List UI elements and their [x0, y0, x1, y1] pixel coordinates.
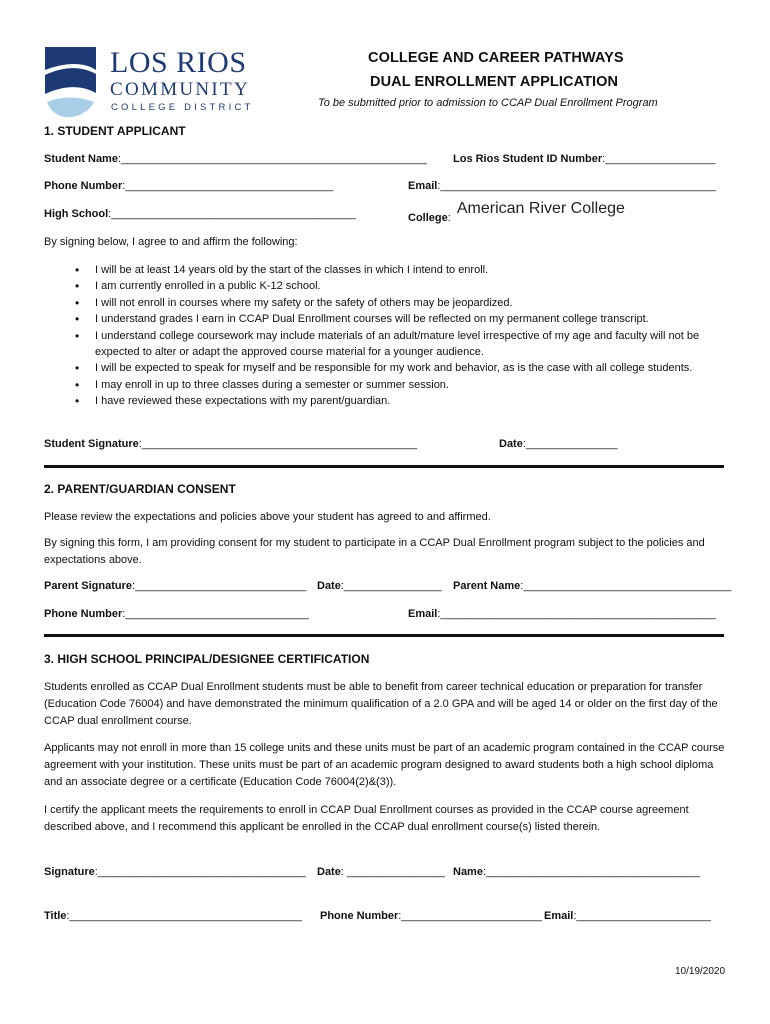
- list-item: • I understand grades I earn in CCAP Dual Enrollment courses will be reflected on my permanent college transcript.: [44, 311, 726, 327]
- student-email-field[interactable]: [408, 180, 716, 192]
- section3-para3: I certify the applicant meets the requirements to enroll in CCAP Dual Enrollment courses as provided in the CCAP course agreement described above, and I recommend this applicant be enrolled in the CCAP dual enrollment course(s) listed therein.: [44, 804, 689, 833]
- logo-line3: COLLEGE DISTRICT: [111, 102, 254, 113]
- section3-para2: Applicants may not enroll in more than 15 college units and these units must be part of an academic program contained in the CCAP course agreement with your institution. These units must be part of an academic program designed to award students both a high school diploma and an associate degree or a certificate (Education Code 76004(2)&(3)).: [44, 742, 725, 788]
- student-id-line: :__________________: [602, 153, 716, 165]
- logo-line2: COMMUNITY: [110, 79, 250, 100]
- list-item: • I will not enroll in courses where my safety or the safety of others may be jeopardized.: [44, 295, 726, 311]
- logo: [44, 44, 259, 120]
- principal-signature-label: Signature: [44, 866, 95, 878]
- principal-title-label: Title: [44, 910, 67, 922]
- parent-name-line: :__________________________________: [520, 580, 732, 592]
- college-value: American River College: [456, 200, 625, 217]
- parent-email-label: Email: [408, 608, 438, 620]
- section1-heading: 1. STUDENT APPLICANT: [44, 124, 186, 138]
- form-title-line2: DUAL ENROLLMENT APPLICATION: [370, 74, 619, 90]
- revision-date: 10/19/2020: [675, 966, 726, 977]
- principal-email-field[interactable]: [544, 910, 711, 922]
- logo-line1: LOS RIOS: [110, 46, 247, 79]
- student-id-label: Los Rios Student ID Number: [453, 153, 603, 165]
- parent-name-field[interactable]: [453, 580, 731, 592]
- student-date-field[interactable]: [499, 438, 618, 450]
- affirm-intro: By signing below, I agree to and affirm the following:: [44, 236, 298, 248]
- principal-phone-field[interactable]: [320, 910, 542, 922]
- principal-phone-label: Phone Number: [320, 910, 399, 922]
- high-school-field[interactable]: [44, 208, 356, 220]
- principal-name-line: :___________________________________: [482, 866, 701, 878]
- principal-date-line: : ________________: [340, 866, 445, 878]
- principal-title-line: :______________________________________: [66, 910, 302, 922]
- high-school-line: :________________________________________: [108, 208, 356, 220]
- los-rios-wave-emblem: [44, 44, 98, 120]
- student-signature-label: Student Signature: [44, 438, 139, 450]
- student-phone-label: Phone Number: [44, 180, 123, 192]
- principal-signature-line: :__________________________________: [94, 866, 306, 878]
- student-signature-field[interactable]: [44, 438, 417, 450]
- student-signature-line: :_____________________________________________: [138, 438, 418, 450]
- section3-para1: Students enrolled as CCAP Dual Enrollment students must be able to benefit from career technical education or preparation for transfer (Education Code 76004) and have demonstrated the minimum qualification of a 2.0 GPA and will be aged 14 or older on the first day of the CCAP dual enrollment course.: [44, 681, 718, 727]
- student-email-line: :_____________________________________________: [437, 180, 716, 192]
- section-divider: [44, 465, 724, 468]
- principal-phone-line: :_______________________: [398, 910, 542, 922]
- list-item: • I will be at least 14 years old by the start of the classes in which I intend to enroll.: [44, 262, 726, 278]
- student-date-label: Date: [499, 438, 523, 450]
- parent-phone-line: :______________________________: [122, 608, 309, 620]
- parent-date-line: :________________: [340, 580, 442, 592]
- student-name-line: :__________________________________________________: [117, 153, 427, 165]
- list-item: • I am currently enrolled in a public K-12 school.: [44, 278, 726, 294]
- parent-signature-line: :____________________________: [132, 580, 307, 592]
- affirmation-list: [44, 262, 726, 410]
- parent-name-label: Parent Name: [453, 580, 521, 592]
- form-title-line1: COLLEGE AND CAREER PATHWAYS: [368, 50, 624, 66]
- list-item: • I will be expected to speak for myself and be responsible for my work and behavior, as is the case with all college students.: [44, 360, 726, 376]
- parent-phone-field[interactable]: [44, 608, 309, 620]
- student-email-label: Email: [408, 180, 438, 192]
- student-phone-field[interactable]: [44, 180, 333, 192]
- student-date-line: :_______________: [522, 438, 618, 450]
- student-name-label: Student Name: [44, 153, 118, 165]
- list-item: • I may enroll in up to three classes during a semester or summer session.: [44, 377, 726, 393]
- college-field[interactable]: [408, 200, 625, 224]
- student-id-field[interactable]: [453, 153, 715, 165]
- principal-signature-field[interactable]: [44, 866, 306, 878]
- parent-phone-label: Phone Number: [44, 608, 123, 620]
- college-label: College: [408, 212, 448, 224]
- principal-title-field[interactable]: [44, 910, 302, 922]
- section2-para1: Please review the expectations and policies above your student has agreed to and affirmed.: [44, 511, 491, 523]
- list-item: • I understand college coursework may include materials of an adult/mature level irrespective of my age and faculty will not be expected to alter or adapt the approved course material for a younger audience.: [44, 328, 726, 361]
- form-subtitle: To be submitted prior to admission to CCAP Dual Enrollment Program: [318, 97, 658, 109]
- principal-name-field[interactable]: [453, 866, 700, 878]
- parent-signature-field[interactable]: [44, 580, 306, 592]
- student-name-field[interactable]: [44, 153, 427, 165]
- section3-heading: 3. HIGH SCHOOL PRINCIPAL/DESIGNEE CERTIFICATION: [44, 652, 370, 666]
- list-item: • I have reviewed these expectations with my parent/guardian.: [44, 393, 726, 409]
- parent-date-label: Date: [317, 580, 341, 592]
- parent-signature-label: Parent Signature: [44, 580, 133, 592]
- section-divider: [44, 634, 724, 637]
- student-phone-line: :__________________________________: [122, 180, 334, 192]
- college-colon: :: [447, 212, 451, 224]
- principal-email-line: :______________________: [573, 910, 712, 922]
- parent-email-line: :_____________________________________________: [437, 608, 716, 620]
- principal-email-label: Email: [544, 910, 574, 922]
- principal-name-label: Name: [453, 866, 483, 878]
- high-school-label: High School: [44, 208, 109, 220]
- section2-para2: By signing this form, I am providing consent for my student to participate in a CCAP Dual Enrollment program subject to the policies and expectations above.: [44, 537, 705, 566]
- parent-email-field[interactable]: [408, 608, 716, 620]
- principal-date-field[interactable]: [317, 866, 445, 878]
- parent-date-field[interactable]: [317, 580, 442, 592]
- principal-date-label: Date: [317, 866, 341, 878]
- section2-heading: 2. PARENT/GUARDIAN CONSENT: [44, 482, 236, 496]
